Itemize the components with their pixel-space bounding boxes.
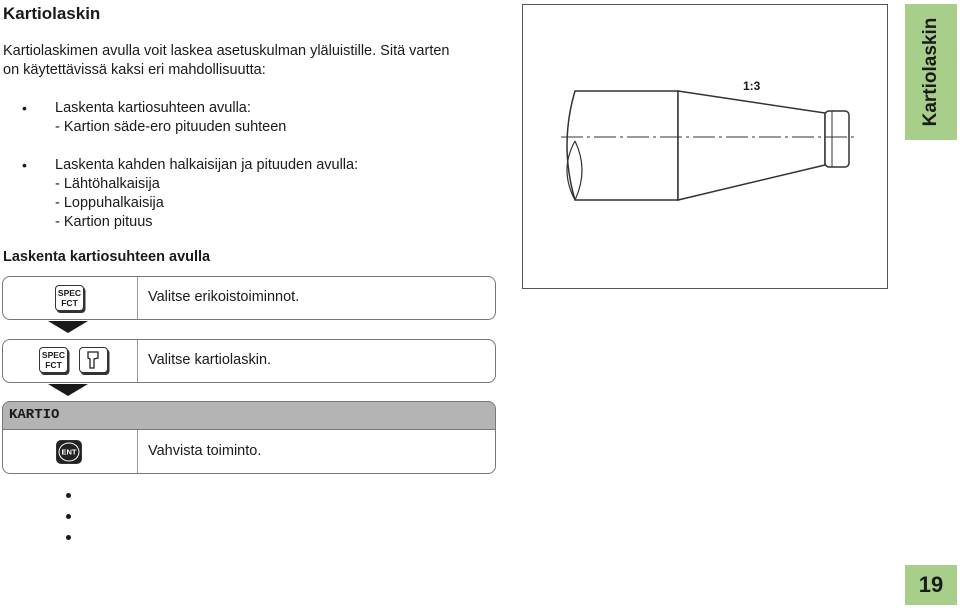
continuation-dot [66,493,71,498]
continuation-dot [66,514,71,519]
intro-line-1: Kartiolaskimen avulla voit laskea asetuskulman yläluistille. Sitä varten [3,43,450,59]
step-divider [137,430,138,473]
chapter-tab-label: Kartiolaskin [920,17,941,127]
bullet1-label: Laskenta kartiosuhteen avulla: [55,100,251,116]
page-number: 19 [905,565,957,605]
step-3 [2,429,496,474]
bullet-marker: • [22,157,27,173]
chapter-tab [905,4,957,140]
step-text: Valitse erikoistoiminnot. [148,289,300,305]
arrow-down-icon [48,384,88,396]
display-readout: KARTIO [2,401,496,430]
cone-calculator-icon [83,350,105,370]
cone-figure [522,4,888,289]
intro-line-2: on käytettävissä kaksi eri mahdollisuutta: [3,62,266,78]
arrow-down-icon [48,321,88,333]
key-label: FCT [45,360,62,370]
cone-ratio-label: 1:3 [743,79,761,93]
key-label: ENT [59,443,80,462]
bullet2-item: - Kartion pituus [55,214,153,230]
bullet1-item: - Kartion säde-ero pituuden suhteen [55,119,287,135]
section-heading: Laskenta kartiosuhteen avulla [3,249,211,265]
step-2 [2,339,496,383]
step-1 [2,276,496,320]
step-text: Vahvista toiminto. [148,443,262,459]
key-label: FCT [61,298,78,308]
spec-fct-key[interactable] [55,285,84,311]
step-divider [137,277,138,319]
page-title: Kartiolaskin [3,4,101,23]
bullet2-label: Laskenta kahden halkaisijan ja pituuden avulla: [55,157,359,173]
ent-key[interactable] [56,440,82,464]
continuation-dot [66,535,71,540]
key-label: SPEC [57,288,82,298]
step-divider [137,340,138,382]
key-label: SPEC [41,350,66,360]
cone-illustration [523,5,886,287]
spec-fct-key[interactable] [39,347,68,373]
bullet2-item: - Lähtöhalkaisija [55,176,160,192]
cone-calculator-key[interactable] [79,347,108,373]
bullet2-item: - Loppuhalkaisija [55,195,164,211]
step-text: Valitse kartiolaskin. [148,352,272,368]
bullet-marker: • [22,100,27,116]
